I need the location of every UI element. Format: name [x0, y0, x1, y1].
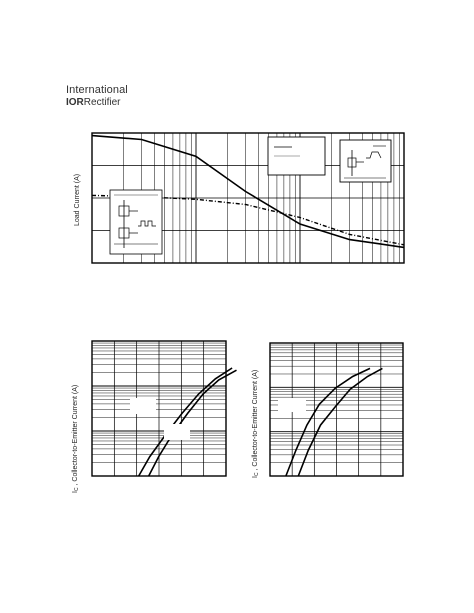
brand-line1: International [66, 84, 128, 96]
chart3-ylabel: $I_C$ , Collector-to-Emitter Current (A) [252, 369, 260, 478]
circuit-diagram-inset [110, 190, 162, 254]
brand-ior: IOR [66, 97, 84, 108]
chart3-series [286, 368, 383, 476]
chart3-label-box [278, 398, 306, 412]
chart3 [270, 343, 403, 476]
chart2 [92, 341, 237, 476]
brand-rectifier: Rectifier [83, 97, 121, 108]
chart2-ylabel: $I_C$ , Collector-to-Emitter Current (A) [72, 384, 80, 493]
chart2-label-box [130, 398, 156, 414]
legend-box-inset [268, 137, 325, 175]
chart2-series [139, 368, 237, 476]
chart2-series-1-line [139, 368, 232, 476]
chart2-label-box-2 [164, 424, 190, 440]
waveform-diagram-inset [340, 140, 391, 182]
chart1 [92, 133, 404, 263]
chart1-ylabel: Load Current (A) [74, 173, 81, 226]
